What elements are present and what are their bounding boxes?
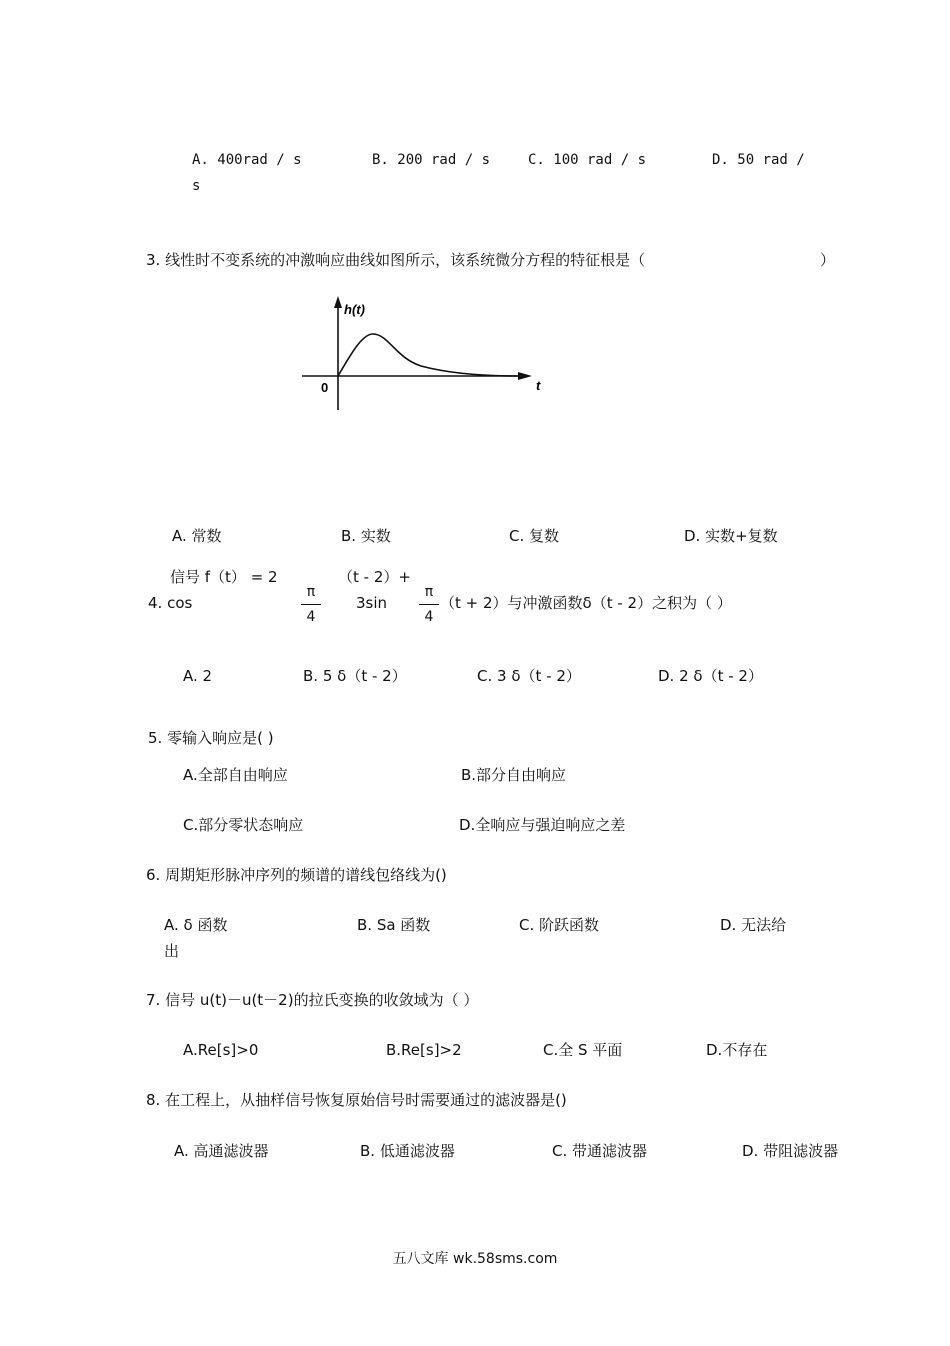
q7-option-c: C.全 S 平面 [543,1041,623,1059]
q2-option-c: C. 100 rad / s [528,152,647,168]
q6-option-d-wrap: 出 [164,942,180,960]
origin-label: 0 [321,380,329,395]
q8-option-b: B. 低通滤波器 [360,1142,455,1160]
q6-stem: 6. 周期矩形脉冲序列的频谱的谱线包络线为() [146,866,447,884]
q4-four-2: 4 [424,609,434,625]
q3-option-d: D. 实数+复数 [684,527,778,545]
x-axis-arrow [518,372,532,380]
q4-pi-1: π [306,584,316,600]
q5-option-c: C.部分零状态响应 [183,816,304,834]
q4-pi-2: π [424,584,434,600]
y-axis-arrow [334,296,342,308]
q4-number: 4. cos [148,594,193,612]
q5-option-a: A.全部自由响应 [183,766,288,784]
q4-fraction-1 [301,583,321,626]
q8-option-c: C. 带通滤波器 [552,1142,648,1160]
q6-option-c: C. 阶跃函数 [519,916,600,934]
q8-option-a: A. 高通滤波器 [174,1142,269,1160]
q8-stem: 8. 在工程上，从抽样信号恢复原始信号时需要通过的滤波器是() [146,1091,567,1109]
q2-option-a: A. 400rad / s [192,152,302,168]
q4-option-c: C. 3 δ（t - 2） [477,667,581,685]
q6-option-d: D. 无法给 [720,916,787,934]
q7-option-b: B.Re[s]>2 [386,1041,462,1059]
q4-line1-prefix: 信号 f（t） = 2 [170,568,278,586]
impulse-response-figure [296,292,552,414]
q3-option-b: B. 实数 [341,527,391,545]
q6-option-b: B. Sa 函数 [357,916,431,934]
q4-fraction-2 [419,583,439,626]
x-axis-label: t [536,378,541,393]
q6-option-a: A. δ 函数 [164,916,228,934]
q4-tail: （t + 2）与冲激函数δ（t - 2）之积为（ ） [440,594,732,612]
y-axis-label: h(t) [344,302,365,317]
q2-option-d: D. 50 rad / [712,152,805,168]
q7-option-a: A.Re[s]>0 [183,1041,259,1059]
q3-option-c: C. 复数 [509,527,560,545]
q4-sin: 3sin [356,594,388,612]
q5-option-b: B.部分自由响应 [461,766,567,784]
q3-stem: 3. 线性时不变系统的冲激响应曲线如图所示，该系统微分方程的特征根是（ [146,251,646,269]
q4-line1-mid: （t - 2）+ [338,568,411,586]
q7-stem: 7. 信号 u(t)－u(t－2)的拉氏变换的收敛域为（ ） [146,991,479,1009]
q5-option-d: D.全响应与强迫响应之差 [459,816,626,834]
q4-four-1: 4 [306,609,316,625]
q4-option-b: B. 5 δ（t - 2） [303,667,407,685]
q5-stem: 5. 零输入响应是( ) [148,729,274,747]
q3-close-paren: ） [820,251,836,269]
q2-option-d-wrap: s [192,178,201,194]
footer-watermark: 五八文库 wk.58sms.com [392,1251,558,1267]
q4-option-d: D. 2 δ（t - 2） [658,667,763,685]
q2-option-b: B. 200 rad / s [372,152,491,168]
q3-option-a: A. 常数 [172,527,222,545]
q4-option-a: A. 2 [183,667,213,685]
q7-option-d: D.不存在 [706,1041,768,1059]
h-curve [338,334,518,376]
q8-option-d: D. 带阻滤波器 [742,1142,839,1160]
